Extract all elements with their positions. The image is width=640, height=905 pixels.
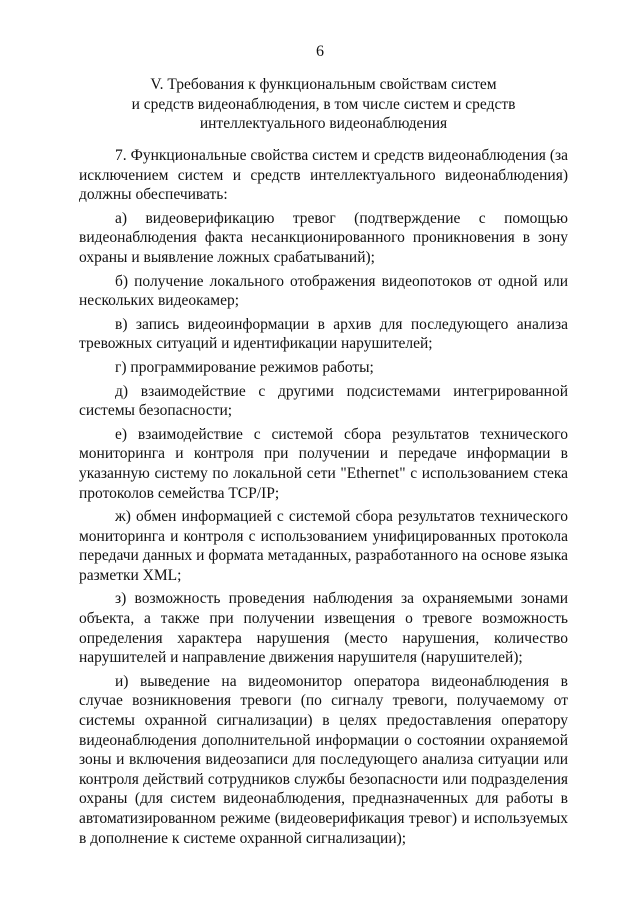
section-heading	[80, 75, 567, 134]
list-item-g: г) программирование режимов работы;	[115, 358, 374, 376]
section-heading-line: V. Требования к функциональным свойствам систем	[150, 76, 497, 93]
section-heading-line: интеллектуального видеонаблюдения	[199, 115, 448, 132]
list-item-d: д) взаимодействие с другими подсистемами интегрированной системы безопасности;	[79, 382, 568, 420]
page-number: 6	[316, 43, 324, 60]
list-item-v: в) запись видеоинформации в архив для последующего анализа тревожных ситуаций и идентификации нарушителей;	[79, 315, 568, 353]
body-text	[79, 146, 568, 848]
list-item-zh: ж) обмен информацией с системой сбора результатов технического мониторинга и контроля с использованием унифицированных протокола передачи данных и формата метаданных, разработанного на основе языка разметки XML;	[79, 508, 568, 584]
section-heading-line: и средств видеонаблюдения, в том числе систем и средств	[131, 95, 516, 113]
list-item-i: и) выведение на видеомонитор оператора видеонаблюдения в случае возникновения тревоги (по сигналу тревоги, получаемому от системы охранной сигнализации) в целях предоставления оператору видеонаблюдения дополнительной информации о состоянии охраняемой зоны и включения видеозаписи для последующего анализа ситуации или контроля действий сотрудников службы безопасности или подразделения охраны (для систем видеонаблюдения, предназначенных для работы в автоматизированном режиме (видеоверификация тревог) и используемых в дополнение к системе охранной сигнализации);	[79, 672, 568, 847]
list-item-b: б) получение локального отображения видеопотоков от одной или нескольких видеокамер;	[79, 272, 568, 310]
list-item-z: з) возможность проведения наблюдения за охраняемыми зонами объекта, а также при получении извещения о тревоге возможность определения характера нарушения (место нарушения, количество нарушителей и направление движения нарушителя (нарушителей);	[79, 590, 568, 667]
paragraph-7-intro: 7. Функциональные свойства систем и средств видеонаблюдения (за исключением систем и средств интеллектуального видеонаблюдения) должны обеспечивать:	[79, 147, 568, 204]
list-item-a: а) видеоверификацию тревог (подтверждение с помощью видеонаблюдения факта несанкционированного проникновения в зону охраны и выявление ложных срабатываний);	[79, 209, 568, 266]
list-item-e: е) взаимодействие с системой сбора результатов технического мониторинга и контроля при получении и передаче информации в указанную систему по локальной сети "Ethernet" с использованием стека протоколов семейства TCP/IP;	[79, 425, 568, 502]
